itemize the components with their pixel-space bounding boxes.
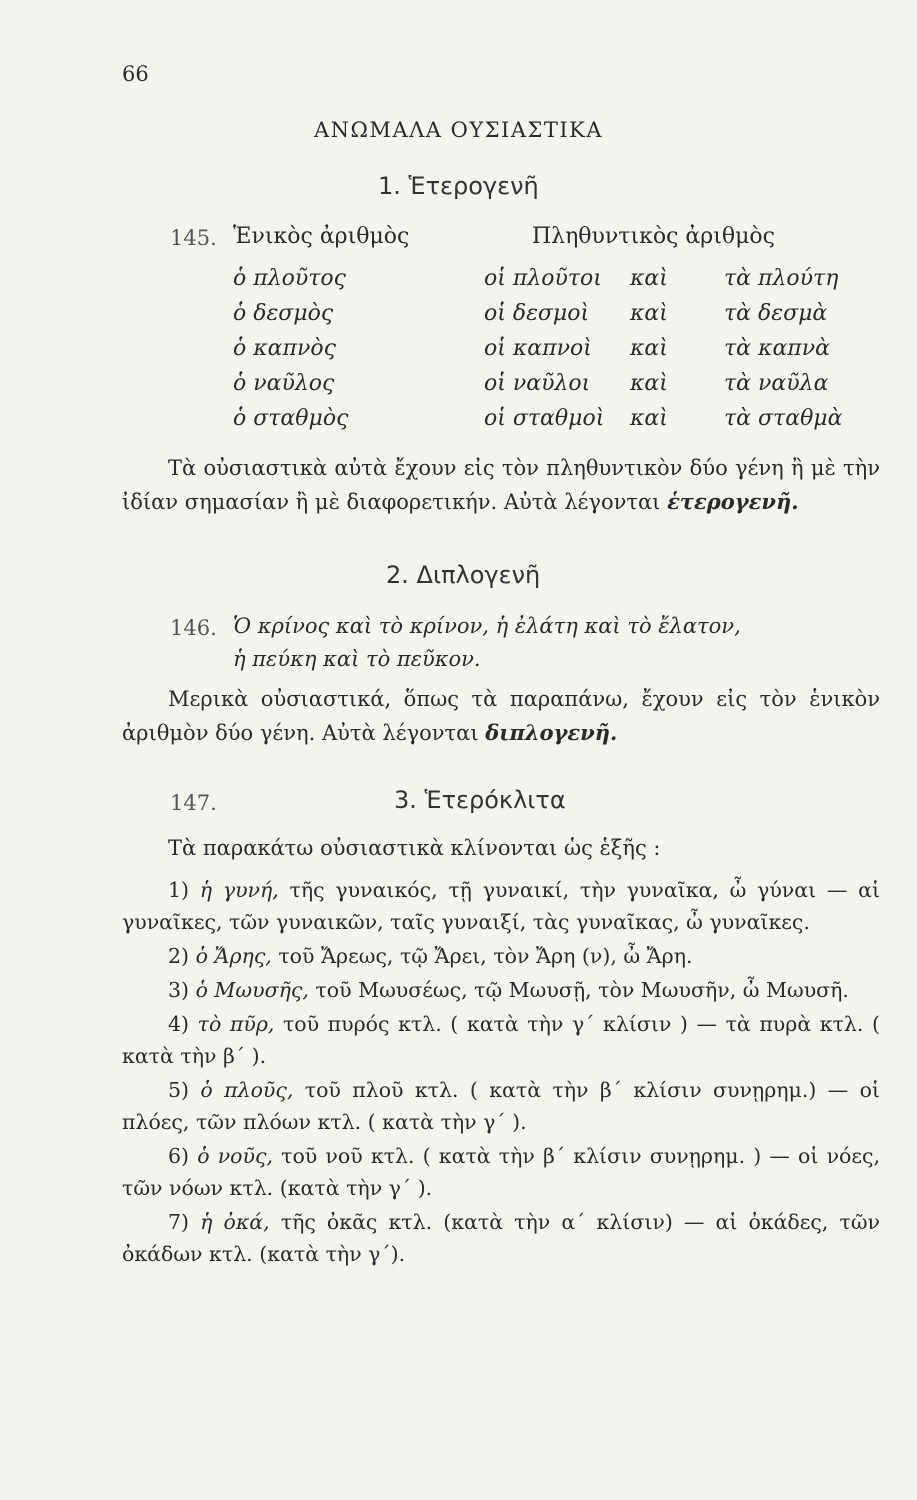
- plural-masculine-cell: οἱ σταθμοὶ: [484, 406, 605, 431]
- plural-neuter-cell: τὰ σταθμὰ: [724, 406, 843, 431]
- list-item-number: 3): [168, 978, 190, 1002]
- list-item: [122, 1008, 880, 1072]
- paragraph-number-147: 147.: [170, 791, 217, 815]
- section-title-heteroclite: 3. Ἑτερόκλιτα: [394, 786, 566, 814]
- list-item-head: ἡ ὀκά,: [200, 1210, 270, 1234]
- list-item-number: 4): [168, 1012, 190, 1036]
- page-number: 66: [122, 62, 149, 86]
- conjunction-cell: καὶ: [630, 266, 668, 291]
- list-item-text: τῆς ὀκᾶς κτλ. (κατὰ τὴν α΄ κλίσιν) — αἱ ὀκάδες, τῶν ὀκάδων κτλ. (κατὰ τὴν γ΄).: [122, 1210, 880, 1266]
- table-row: [0, 336, 917, 366]
- plural-neuter-cell: τὰ δεσμὰ: [724, 301, 828, 326]
- plural-neuter-cell: τὰ πλούτη: [724, 266, 839, 291]
- section-title-heterogeneous: 1. Ἑτερογενῆ: [378, 172, 539, 200]
- plural-neuter-cell: τὰ καπνὰ: [724, 336, 830, 361]
- list-item: [122, 1206, 880, 1270]
- list-item: [122, 974, 880, 1006]
- plural-column-header: Πληθυντικὸς ἀριθμὸς: [532, 224, 775, 249]
- singular-cell: ὁ σταθμὸς: [233, 406, 349, 431]
- plural-neuter-cell: τὰ ναῦλα: [724, 371, 829, 396]
- list-item-text: τοῦ πυρός κτλ. ( κατὰ τὴν γ΄ κλίσιν ) — τὰ πυρὰ κτλ. ( κατὰ τὴν β΄ ).: [122, 1012, 880, 1068]
- list-item-text: τῆς γυναικός, τῇ γυναικί, τὴν γυναῖκα, ὦ γύναι — αἱ γυναῖκες, τῶν γυναικῶν, ταῖς γυναιξί, τὰς γυναῖκας, ὦ γυναῖκες.: [122, 878, 880, 934]
- plural-masculine-cell: οἱ ναῦλοι: [484, 371, 591, 396]
- plural-masculine-cell: οἱ δεσμοὶ: [484, 301, 590, 326]
- list-item-text: τοῦ Ἄρεως, τῷ Ἄρει, τὸν Ἄρη (ν), ὦ Ἄρη.: [278, 944, 693, 968]
- list-item-number: 7): [168, 1210, 190, 1234]
- singular-cell: ὁ καπνὸς: [233, 336, 336, 361]
- examples-line-1: Ὁ κρίνος καὶ τὸ κρίνον, ἡ ἐλάτη καὶ τὸ ἔλατον,: [233, 614, 741, 638]
- list-item-text: τοῦ Μωυσέως, τῷ Μωυσῇ, τὸν Μωυσῆν, ὦ Μωυσῆ.: [315, 978, 849, 1002]
- list-item-text: τοῦ νοῦ κτλ. ( κατὰ τὴν β΄ κλίσιν συνῃρημ. ) — οἱ νόες, τῶν νόων κτλ. (κατὰ τὴν γ΄ ).: [122, 1144, 880, 1200]
- list-item: [122, 1140, 880, 1204]
- paragraph-146-body: Μερικὰ οὐσιαστικά, ὅπως τὰ παραπάνω, ἔχουν εἰς τὸν ἑνικὸν ἀριθμὸν δύο γένη. Αὐτὰ λέγονται: [122, 687, 880, 745]
- list-item-head: ὁ Ἄρης,: [195, 944, 272, 968]
- paragraph-145-text: [122, 452, 880, 519]
- table-row: [0, 406, 917, 436]
- conjunction-cell: καὶ: [630, 301, 668, 326]
- conjunction-cell: καὶ: [630, 406, 668, 431]
- term-heterogeneous: ἑτερογενῆ.: [667, 489, 799, 514]
- paragraph-145-body: Τὰ οὐσιαστικὰ αὐτὰ ἔχουν εἰς τὸν πληθυντικὸν δύο γένη ἢ μὲ τὴν ἰδίαν σημασίαν ἢ μὲ διαφορετικήν. Αὐτὰ λέγονται: [122, 456, 880, 514]
- list-item-head: ὁ Μωυσῆς,: [195, 978, 309, 1002]
- list-item: [122, 874, 880, 938]
- heteroclite-list: [122, 874, 880, 1272]
- singular-cell: ὁ πλοῦτος: [233, 266, 346, 291]
- table-row: [0, 301, 917, 331]
- list-item-number: 5): [168, 1078, 190, 1102]
- list-item-number: 1): [168, 878, 190, 902]
- paragraph-number-145: 145.: [170, 226, 217, 250]
- singular-cell: ὁ ναῦλος: [233, 371, 335, 396]
- list-item-number: 6): [168, 1144, 190, 1168]
- list-item-head: ὁ νοῦς,: [197, 1144, 273, 1168]
- plural-masculine-cell: οἱ πλοῦτοι: [484, 266, 602, 291]
- paragraph-number-146: 146.: [170, 616, 217, 640]
- list-item: [122, 1074, 880, 1138]
- list-item-head: τὸ πῦρ,: [197, 1012, 275, 1036]
- paragraph-147-intro: Τὰ παρακάτω οὐσιαστικὰ κλίνονται ὡς ἑξῆς :: [168, 836, 661, 860]
- list-item-head: ἡ γυνή,: [199, 878, 279, 902]
- table-row: [0, 371, 917, 401]
- conjunction-cell: καὶ: [630, 336, 668, 361]
- list-item-text: τοῦ πλοῦ κτλ. ( κατὰ τὴν β΄ κλίσιν συνῃρημ.) — οἱ πλόες, τῶν πλόων κτλ. ( κατὰ τὴν γ΄ ).: [122, 1078, 880, 1134]
- section-title-double-gender: 2. Διπλογενῆ: [386, 561, 541, 589]
- conjunction-cell: καὶ: [630, 371, 668, 396]
- chapter-title: ΑΝΩΜΑΛΑ ΟΥΣΙΑΣΤΙΚΑ: [313, 118, 604, 142]
- table-row: [0, 266, 917, 296]
- term-double-gender: διπλογενῆ.: [485, 720, 618, 745]
- paragraph-146-text: [122, 683, 880, 750]
- list-item: [122, 940, 880, 972]
- list-item-head: ὁ πλοῦς,: [200, 1078, 294, 1102]
- singular-column-header: Ἑνικὸς ἀριθμὸς: [233, 224, 410, 249]
- examples-line-2: ἡ πεύκη καὶ τὸ πεῦκον.: [233, 647, 481, 671]
- plural-masculine-cell: οἱ καπνοὶ: [484, 336, 592, 361]
- list-item-number: 2): [168, 944, 190, 968]
- singular-cell: ὁ δεσμὸς: [233, 301, 334, 326]
